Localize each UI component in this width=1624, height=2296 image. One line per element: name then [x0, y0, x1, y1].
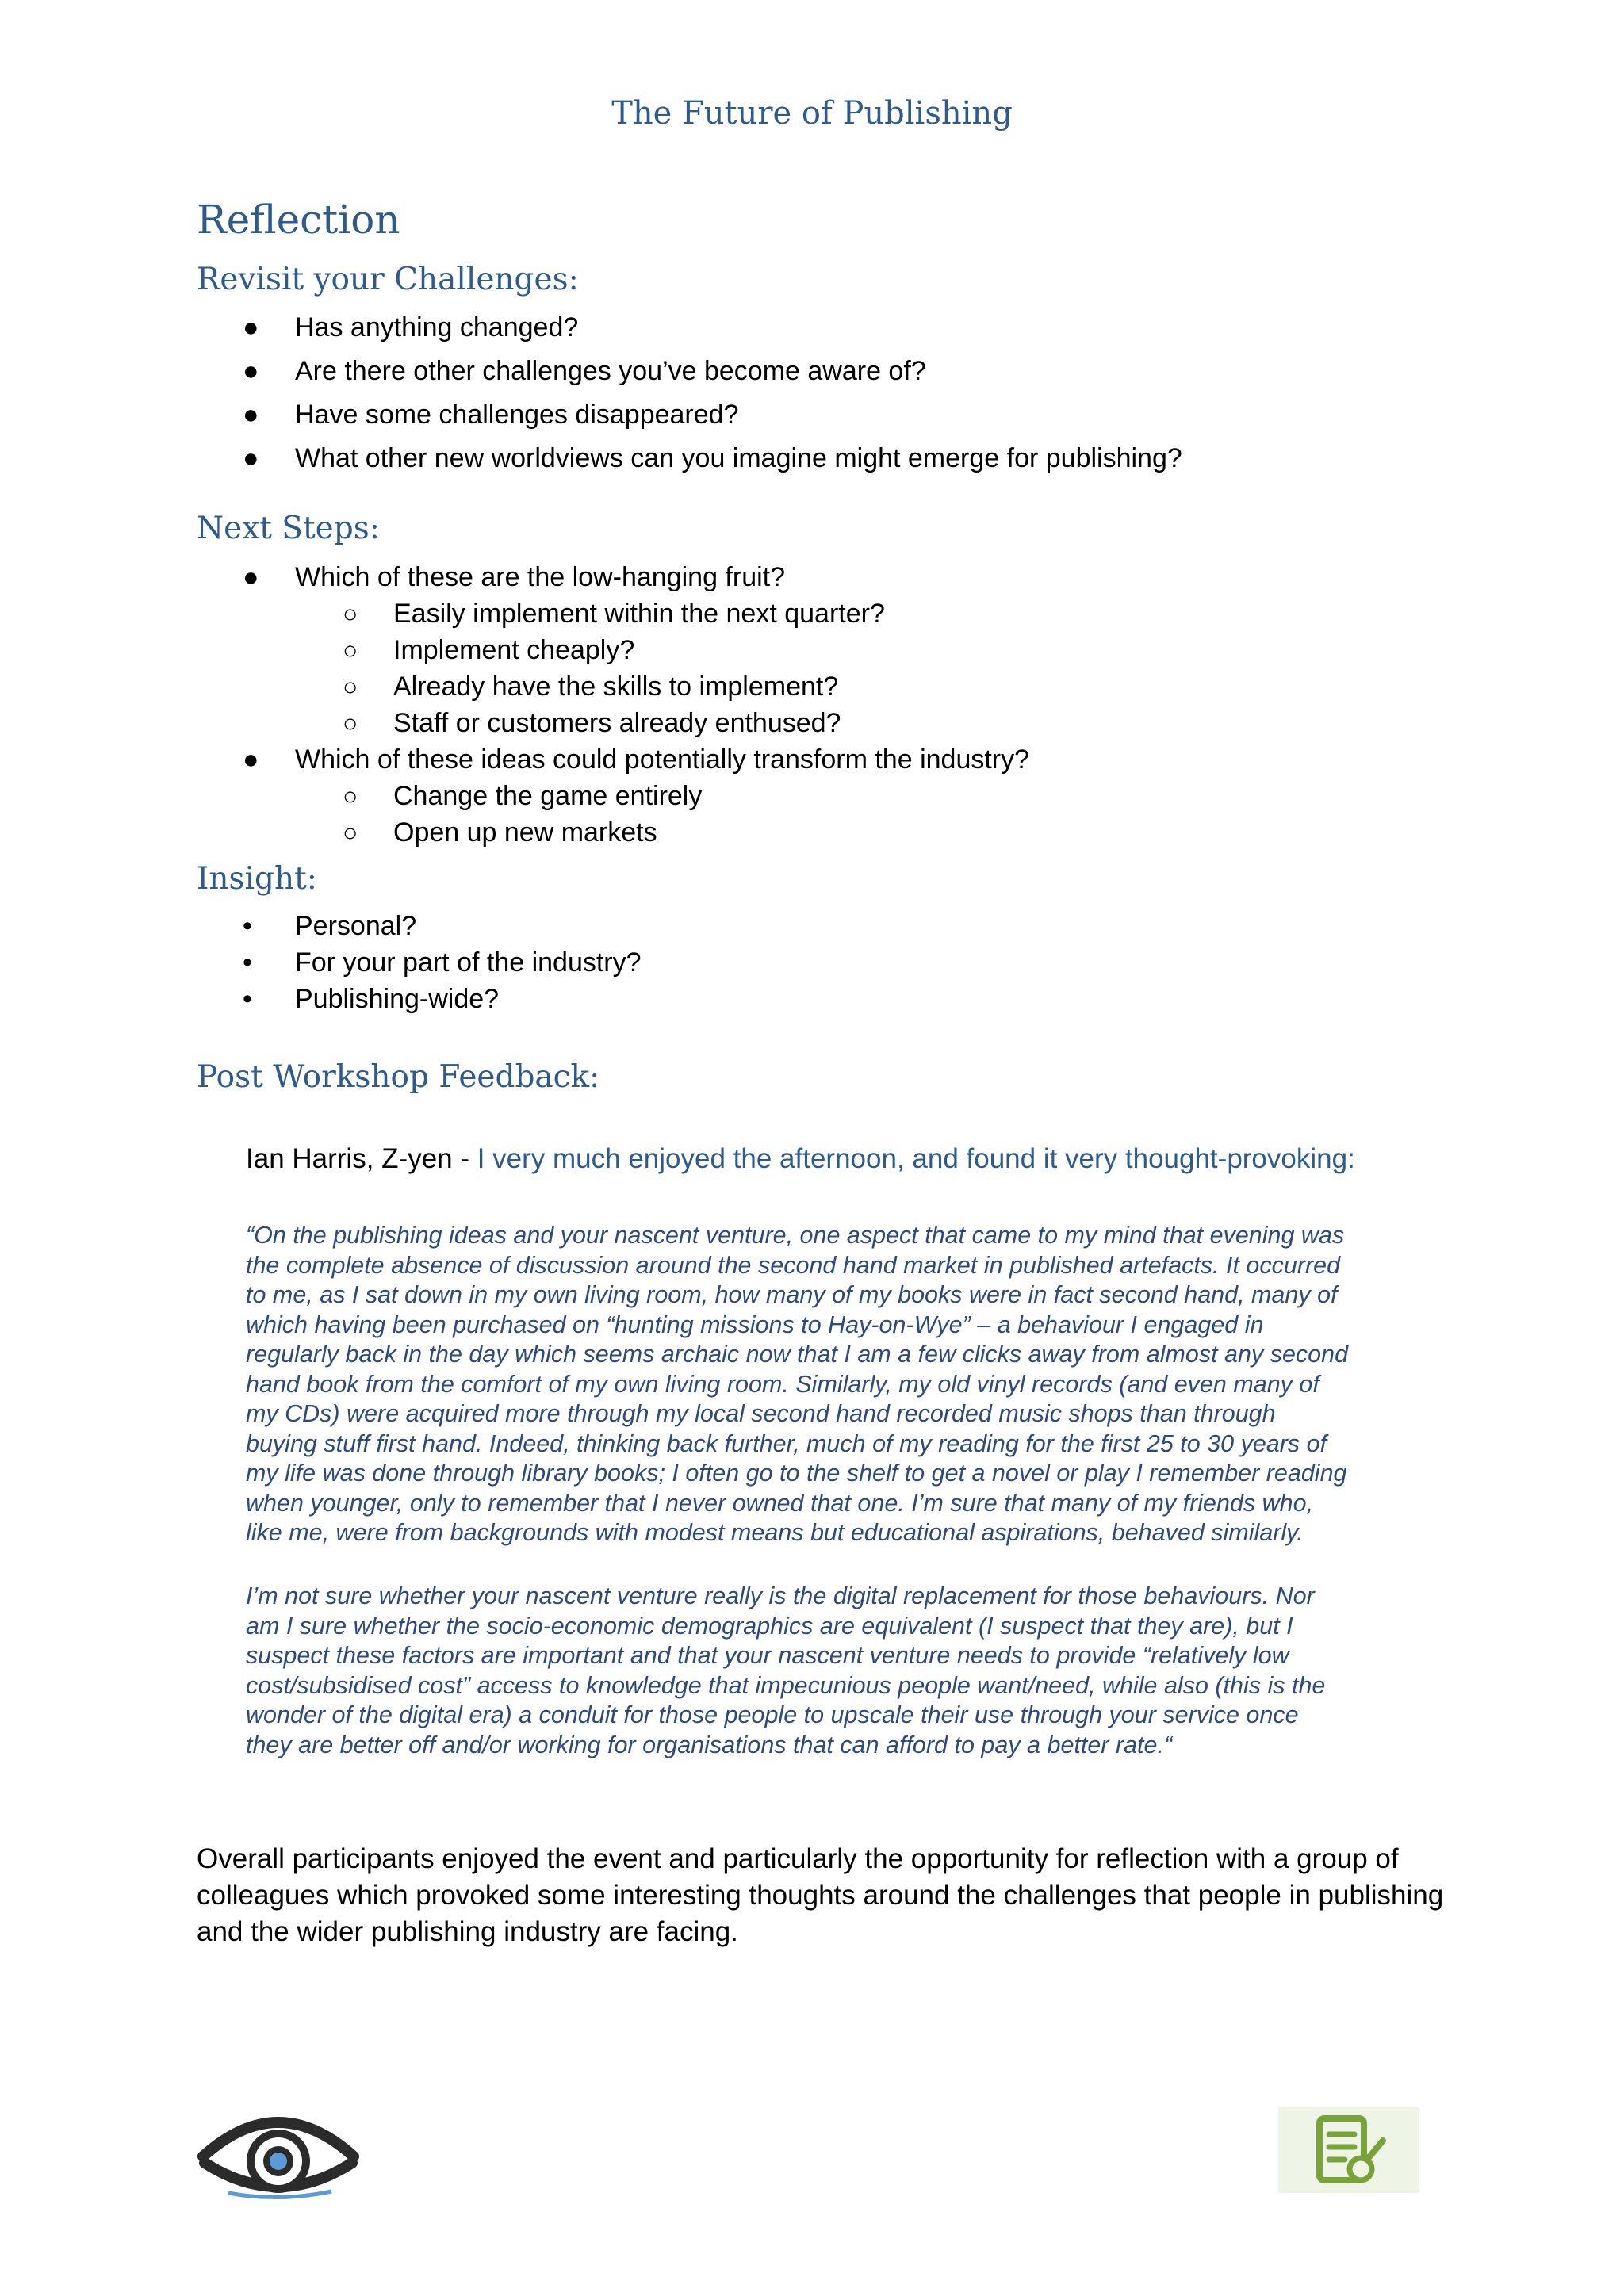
list-item: • Personal?	[0, 908, 642, 944]
challenges-heading: Revisit your Challenges:	[197, 262, 579, 297]
bullet-icon: ●	[243, 356, 259, 386]
document-edit-icon	[1278, 2107, 1419, 2193]
list-item: ● What other new worldviews can you imagine might emerge for publishing?	[0, 437, 1182, 480]
feedback-heading: Post Workshop Feedback:	[197, 1059, 600, 1095]
page-header-title: The Future of Publishing	[611, 95, 1013, 132]
eye-logo-icon	[197, 2099, 360, 2202]
sub-list-item: ○ Already have the skills to implement?	[0, 668, 1029, 705]
circle-bullet-icon: ○	[343, 709, 358, 737]
list-item: ● Which of these are the low-hanging fruit?	[0, 559, 1029, 595]
feedback-lead	[246, 1143, 1355, 1175]
bullet-icon: ●	[243, 562, 259, 592]
insight-list	[0, 908, 642, 1017]
feedback-quote-paragraph-2: I’m not sure whether your nascent venture really is the digital replacement for those behaviours. Nor am I sure whether the socio-economic demographics are equivalent (I suspect that they are), but I suspect these factors are important and that your nascent venture needs to provide “relatively low cost/subsidised cost” access to knowledge that impecunious people want/need, while also (this is the wonder of the digital era) a conduit for those people to upscale their use through your service once they are better off and/or working for organisations that can afford to pay a better rate.“	[246, 1582, 1326, 1758]
list-item: ● Are there other challenges you’ve become aware of?	[0, 350, 1182, 393]
sub-list-item: ○ Change the game entirely	[0, 778, 1029, 814]
challenges-list	[0, 306, 1182, 480]
list-item: ● Has anything changed?	[0, 306, 1182, 350]
next-steps-list	[0, 559, 1029, 851]
bullet-icon: ●	[243, 744, 259, 775]
circle-bullet-icon: ○	[343, 818, 358, 847]
list-item: • For your part of the industry?	[0, 944, 642, 981]
next-steps-heading: Next Steps:	[197, 511, 380, 546]
circle-bullet-icon: ○	[343, 599, 358, 628]
bullet-icon: •	[243, 947, 252, 978]
feedback-intro: I very much enjoyed the afternoon, and found it very thought-provoking:	[477, 1143, 1355, 1174]
sub-list-item: ○ Implement cheaply?	[0, 632, 1029, 668]
feedback-quote-paragraph-1: “On the publishing ideas and your nascent venture, one aspect that came to my mind that evening was the complete absence of discussion around the second hand market in published artefacts. It occurred to me, as I sat down in my own living room, how many of my books were in fact second hand, many of which having been purchased on “hunting missions to Hay-on-Wye” – a behaviour I engaged in regularly back in the day which seems archaic now that I am a few clicks away from almost any second hand book from the comfort of my own living room. Similarly, my old vinyl records (and even many of my CDs) were acquired more through my local second hand recorded music shops than through buying stuff first hand. Indeed, thinking back further, much of my reading for the first 25 to 30 years of my life was done through library books; I often go to the shelf to get a novel or play I remember reading when younger, only to remember that I never owned that one. I’m sure that many of my friends who, like me, were from backgrounds with modest means but educational aspirations, behaved similarly.	[246, 1222, 1349, 1546]
sub-list-item: ○ Open up new markets	[0, 814, 1029, 851]
bullet-icon: ●	[243, 400, 259, 430]
bullet-icon: •	[243, 984, 252, 1014]
bullet-icon: ●	[243, 312, 259, 342]
insight-heading: Insight:	[197, 861, 317, 897]
circle-bullet-icon: ○	[343, 672, 358, 701]
sub-list-item: ○ Easily implement within the next quarter?	[0, 595, 1029, 632]
feedback-separator: -	[452, 1143, 477, 1174]
list-item: • Publishing-wide?	[0, 981, 642, 1017]
bullet-icon: •	[243, 911, 252, 941]
list-item: ● Have some challenges disappeared?	[0, 393, 1182, 437]
list-item: ● Which of these ideas could potentially transform the industry?	[0, 741, 1029, 778]
feedback-author: Ian Harris, Z-yen	[246, 1143, 453, 1174]
reflection-heading: Reflection	[197, 197, 400, 243]
bullet-icon: ●	[243, 443, 259, 473]
circle-bullet-icon: ○	[343, 782, 358, 810]
sub-list-item: ○ Staff or customers already enthused?	[0, 705, 1029, 741]
closing-paragraph: Overall participants enjoyed the event and particularly the opportunity for reflection with a group of colleagues which provoked some interesting thoughts around the challenges that people in publishing and the wider publishing industry are facing.	[197, 1843, 1444, 1947]
circle-bullet-icon: ○	[343, 636, 358, 664]
